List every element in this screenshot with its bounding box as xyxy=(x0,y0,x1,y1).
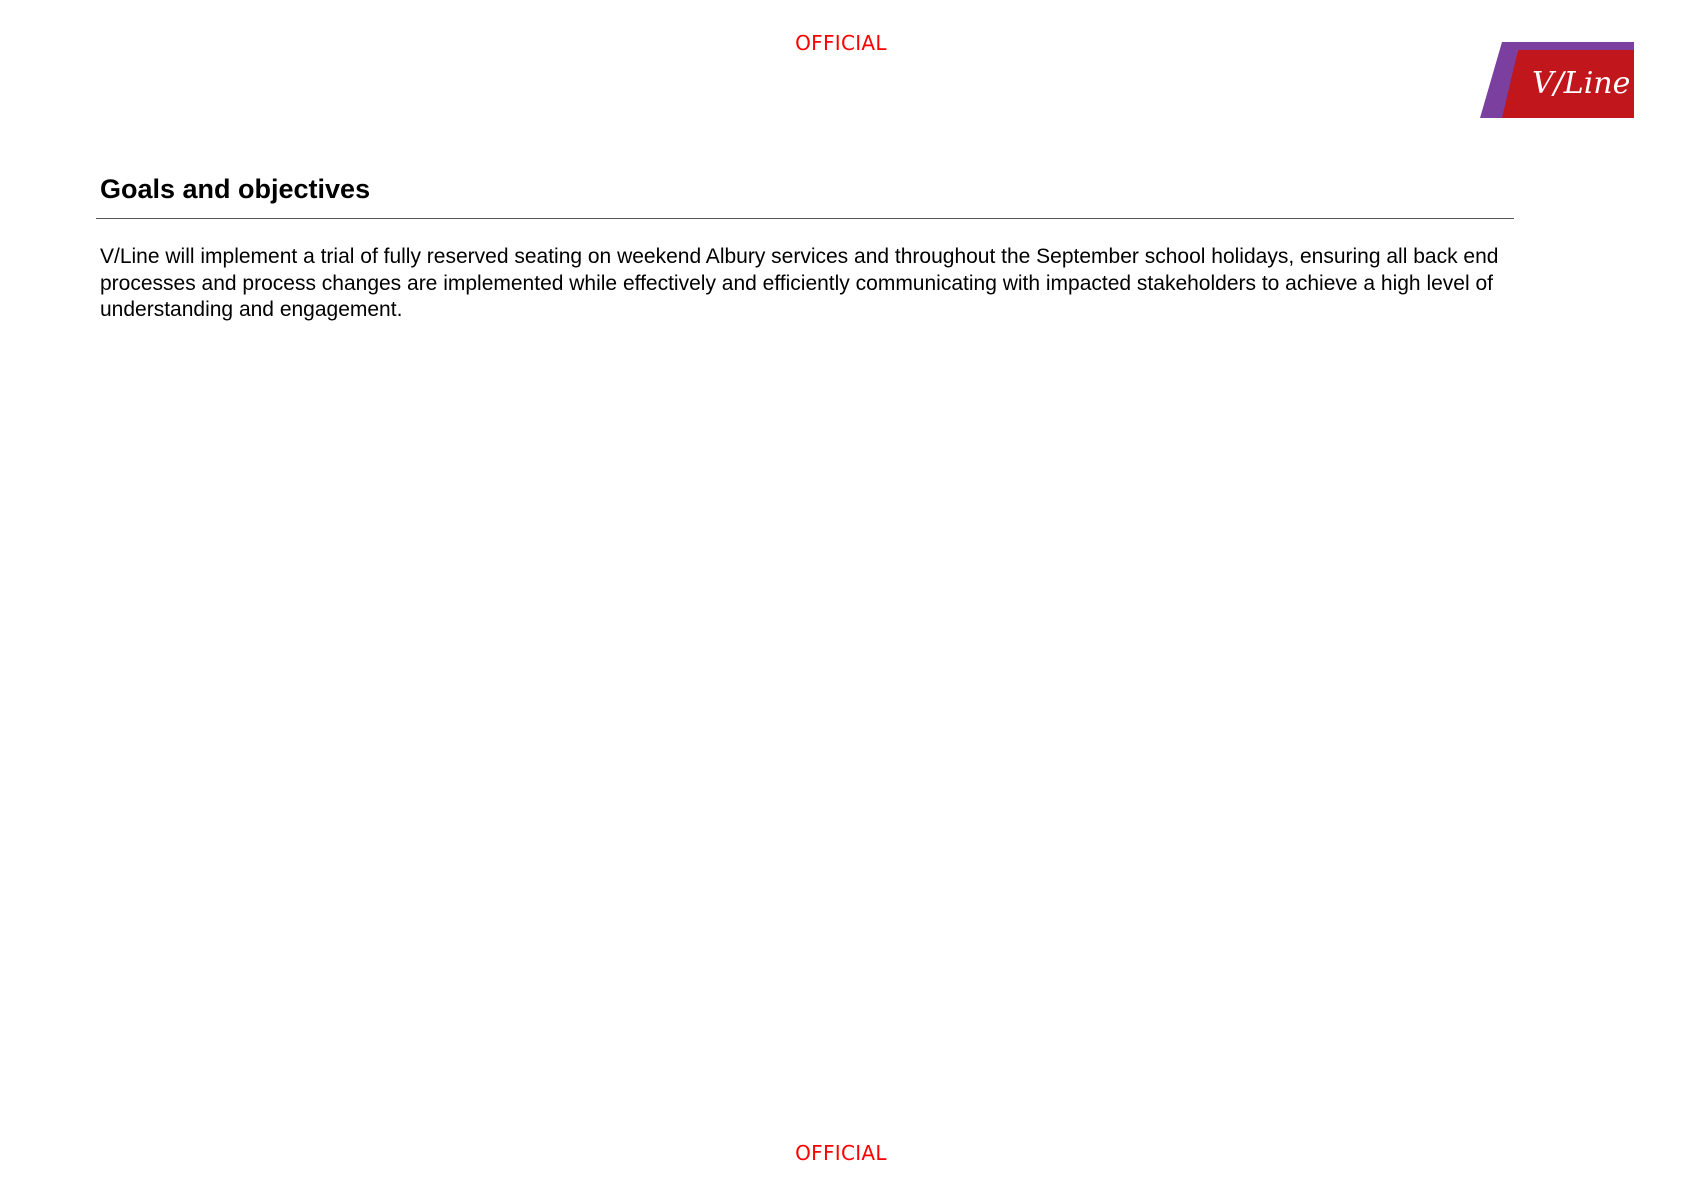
vline-logo xyxy=(1480,42,1634,118)
section-heading: Goals and objectives xyxy=(100,174,371,204)
heading-divider xyxy=(96,218,1514,219)
logo-wordmark: V/Line xyxy=(1532,66,1631,101)
classification-label-top: OFFICIAL xyxy=(795,31,887,55)
section-body-text: V/Line will implement a trial of fully reserved seating on weekend Albury services and throughout the September school holidays, ensuring all back end processes and process changes are implemented while effectively and efficiently communicating with impacted stakeholders to achieve a high level of understanding and engagement. xyxy=(100,245,1499,321)
classification-label-bottom: OFFICIAL xyxy=(795,1141,887,1165)
